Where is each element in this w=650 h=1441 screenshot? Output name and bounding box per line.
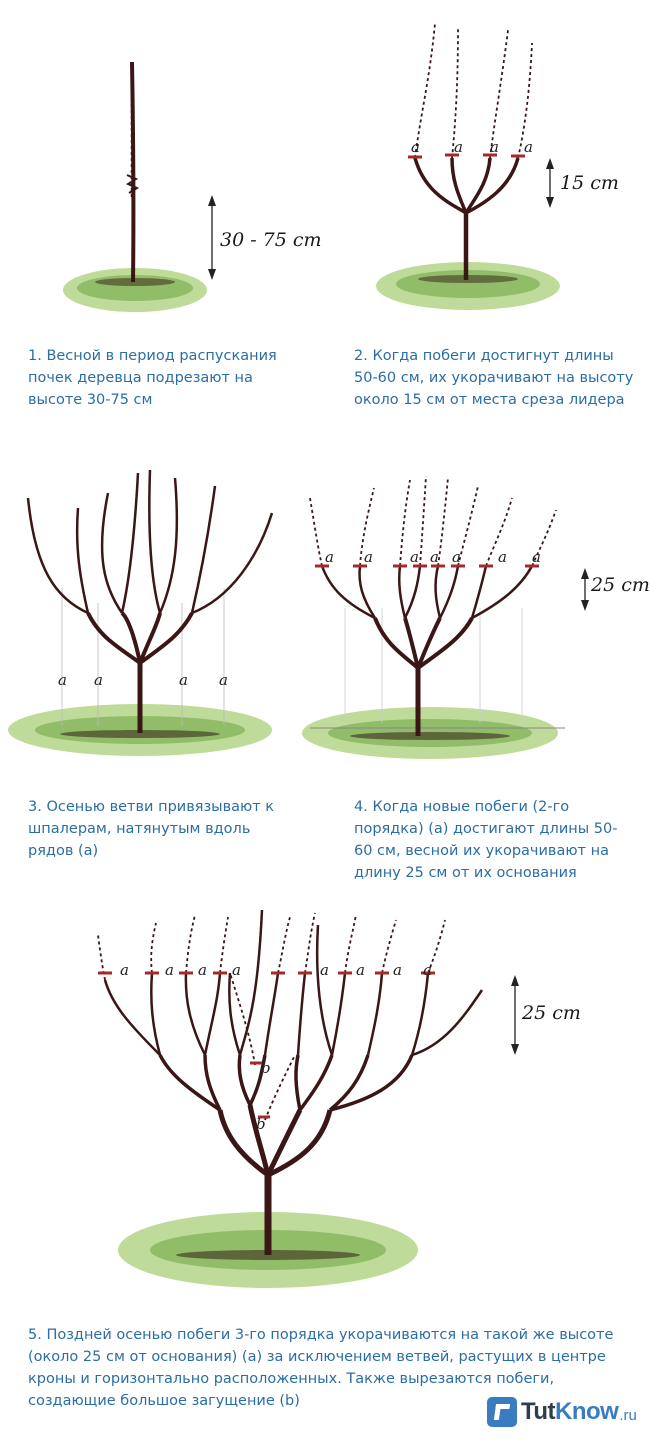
svg-text:a: a [410,548,419,566]
step-4-dimension: 25 cm [591,574,650,596]
svg-text:a: a [498,548,507,566]
svg-text:a: a [356,961,365,979]
svg-text:a: a [198,961,207,979]
sapling [127,62,137,282]
svg-text:a: a [423,961,432,979]
thinning-labels [256,1059,271,1133]
svg-text:a: a [58,671,67,689]
svg-text:a: a [232,961,241,979]
svg-text:a: a [490,138,499,156]
svg-text:b: b [256,1115,266,1133]
tree [310,476,556,736]
step-4-illustration [300,468,650,768]
svg-text:a: a [179,671,188,689]
step-5-dimension: 25 cm [522,1002,581,1024]
grass-patch [302,707,565,759]
dimension-arrow [208,195,216,280]
step-5-caption: 5. Поздней осенью побеги 3-го порядка укорачиваются на такой же высоте (около 25 см от основания) (а) за исключением ветвей, растущих в центре кроны и горизонтально расположенных. Также вырезаются побеги, создающие большое загущение (b) [28,1327,614,1409]
tree [28,470,272,733]
svg-text:a: a [452,548,461,566]
svg-text:a: a [454,138,463,156]
step-5-illustration [90,905,600,1305]
cut-labels [325,548,541,566]
step-2-caption: 2. Когда побеги достигнут длины 50-60 см, их укорачивают на высоту около 15 см от места среза лидера [354,348,634,408]
svg-text:a: a [165,961,174,979]
svg-text:a: a [364,548,373,566]
dimension-arrow [511,975,519,1055]
step-2-dimension: 15 cm [560,172,619,194]
dimension-arrow [581,568,589,611]
trellis-labels [58,671,228,689]
svg-text:a: a [219,671,228,689]
svg-text:a: a [325,548,334,566]
cut-labels [120,961,432,979]
svg-text:a: a [532,548,541,566]
trellis-wires [345,608,522,723]
cut-labels [411,138,533,156]
step-2-illustration [380,18,620,318]
svg-text:a: a [411,138,420,156]
tree [408,23,532,280]
step-1-caption: 1. Весной в период распускания почек деревца подрезают на высоте 30-75 см [28,348,277,408]
svg-text:a: a [94,671,103,689]
svg-text:a: a [320,961,329,979]
svg-text:b: b [261,1059,271,1077]
step-1-illustration [55,50,322,325]
svg-text:a: a [393,961,402,979]
svg-text:a: a [120,961,129,979]
svg-text:a: a [524,138,533,156]
step-3-illustration [10,468,280,768]
step-3-caption: 3. Осенью ветви привязывают к шпалерам, натянутым вдоль рядов (а) [28,799,275,859]
tutknow-logo: TutKnow .ru [487,1393,637,1431]
dimension-arrow [546,158,554,208]
step-1-dimension: 30 - 75 cm [220,229,322,251]
step-4-caption: 4. Когда новые побеги (2-го порядка) (а) достигают длины 50-60 см, весной их укорачивают на длину 25 см от их основания [354,799,618,881]
tutknow-logo-icon [487,1397,517,1427]
svg-text:a: a [430,548,439,566]
